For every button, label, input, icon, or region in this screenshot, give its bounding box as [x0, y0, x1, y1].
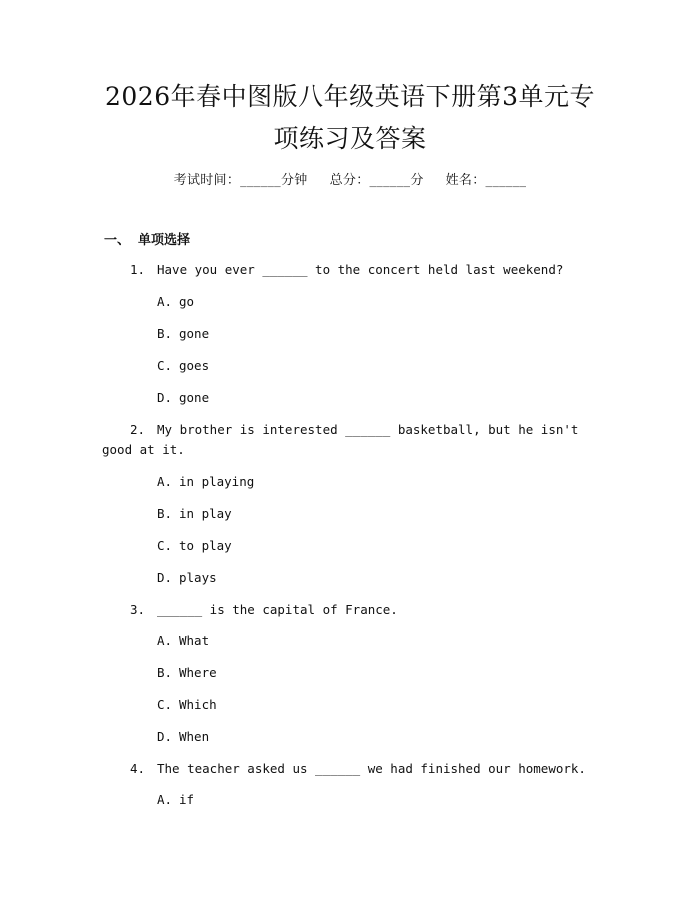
option-3b [157, 665, 217, 681]
time-label: 考试时间： [173, 173, 241, 188]
option-3a [157, 633, 209, 649]
option-letter: A. [157, 474, 173, 489]
question-text: ______ is the capital of France. [157, 602, 398, 617]
option-letter: A. [157, 792, 173, 807]
option-text: When [179, 729, 210, 744]
option-letter: C. [157, 358, 173, 373]
option-letter: D. [157, 390, 173, 405]
option-letter: D. [157, 570, 173, 585]
option-letter: B. [157, 506, 173, 521]
option-1a [157, 294, 194, 310]
title-line-2: 项练习及答案 [273, 124, 427, 153]
option-1c [157, 358, 209, 374]
section-number: 一、 [104, 233, 131, 248]
option-text: in playing [179, 474, 255, 489]
option-2a [157, 474, 254, 490]
option-text: Where [179, 665, 217, 680]
document-title [90, 76, 610, 160]
option-4a [157, 792, 194, 808]
name-blank: ______ [485, 173, 527, 188]
option-text: gone [179, 326, 210, 341]
score-unit: 分 [410, 173, 424, 188]
name-label: 姓名： [445, 173, 486, 188]
option-text: What [179, 633, 210, 648]
option-text: in play [179, 506, 232, 521]
question-number: 2. [130, 422, 146, 437]
option-letter: A. [157, 294, 173, 309]
question-text: My brother is interested ______ basketball, but he isn't good at it. [102, 422, 579, 457]
option-1b [157, 326, 209, 342]
question-2 [102, 420, 602, 460]
question-number: 4. [130, 761, 146, 776]
option-text: plays [179, 570, 217, 585]
option-text: if [179, 792, 195, 807]
option-2d [157, 570, 217, 586]
question-number: 1. [130, 262, 146, 277]
section-heading [104, 229, 190, 248]
option-3d [157, 729, 209, 745]
option-letter: A. [157, 633, 173, 648]
option-text: goes [179, 358, 210, 373]
option-2b [157, 506, 232, 522]
score-label: 总分： [329, 173, 370, 188]
option-letter: D. [157, 729, 173, 744]
option-1d [157, 390, 209, 406]
option-letter: C. [157, 538, 173, 553]
question-text: Have you ever ______ to the concert held last weekend? [157, 262, 564, 277]
option-text: go [179, 294, 195, 309]
score-blank: ______ [369, 173, 411, 188]
option-letter: C. [157, 697, 173, 712]
question-4 [102, 759, 602, 779]
option-letter: B. [157, 326, 173, 341]
question-number: 3. [130, 602, 146, 617]
option-text: gone [179, 390, 210, 405]
title-line-1: 2026年春中图版八年级英语下册第3单元专 [104, 82, 596, 111]
option-letter: B. [157, 665, 173, 680]
time-blank: ______ [240, 173, 281, 188]
option-3c [157, 697, 217, 713]
exam-info-line [0, 169, 700, 188]
section-title: 单项选择 [138, 233, 191, 248]
question-text: The teacher asked us ______ we had finished our homework. [157, 761, 586, 776]
option-text: to play [179, 538, 232, 553]
question-1 [102, 260, 602, 280]
question-3 [102, 600, 602, 620]
time-unit: 分钟 [280, 173, 308, 188]
option-text: Which [179, 697, 217, 712]
option-2c [157, 538, 232, 554]
